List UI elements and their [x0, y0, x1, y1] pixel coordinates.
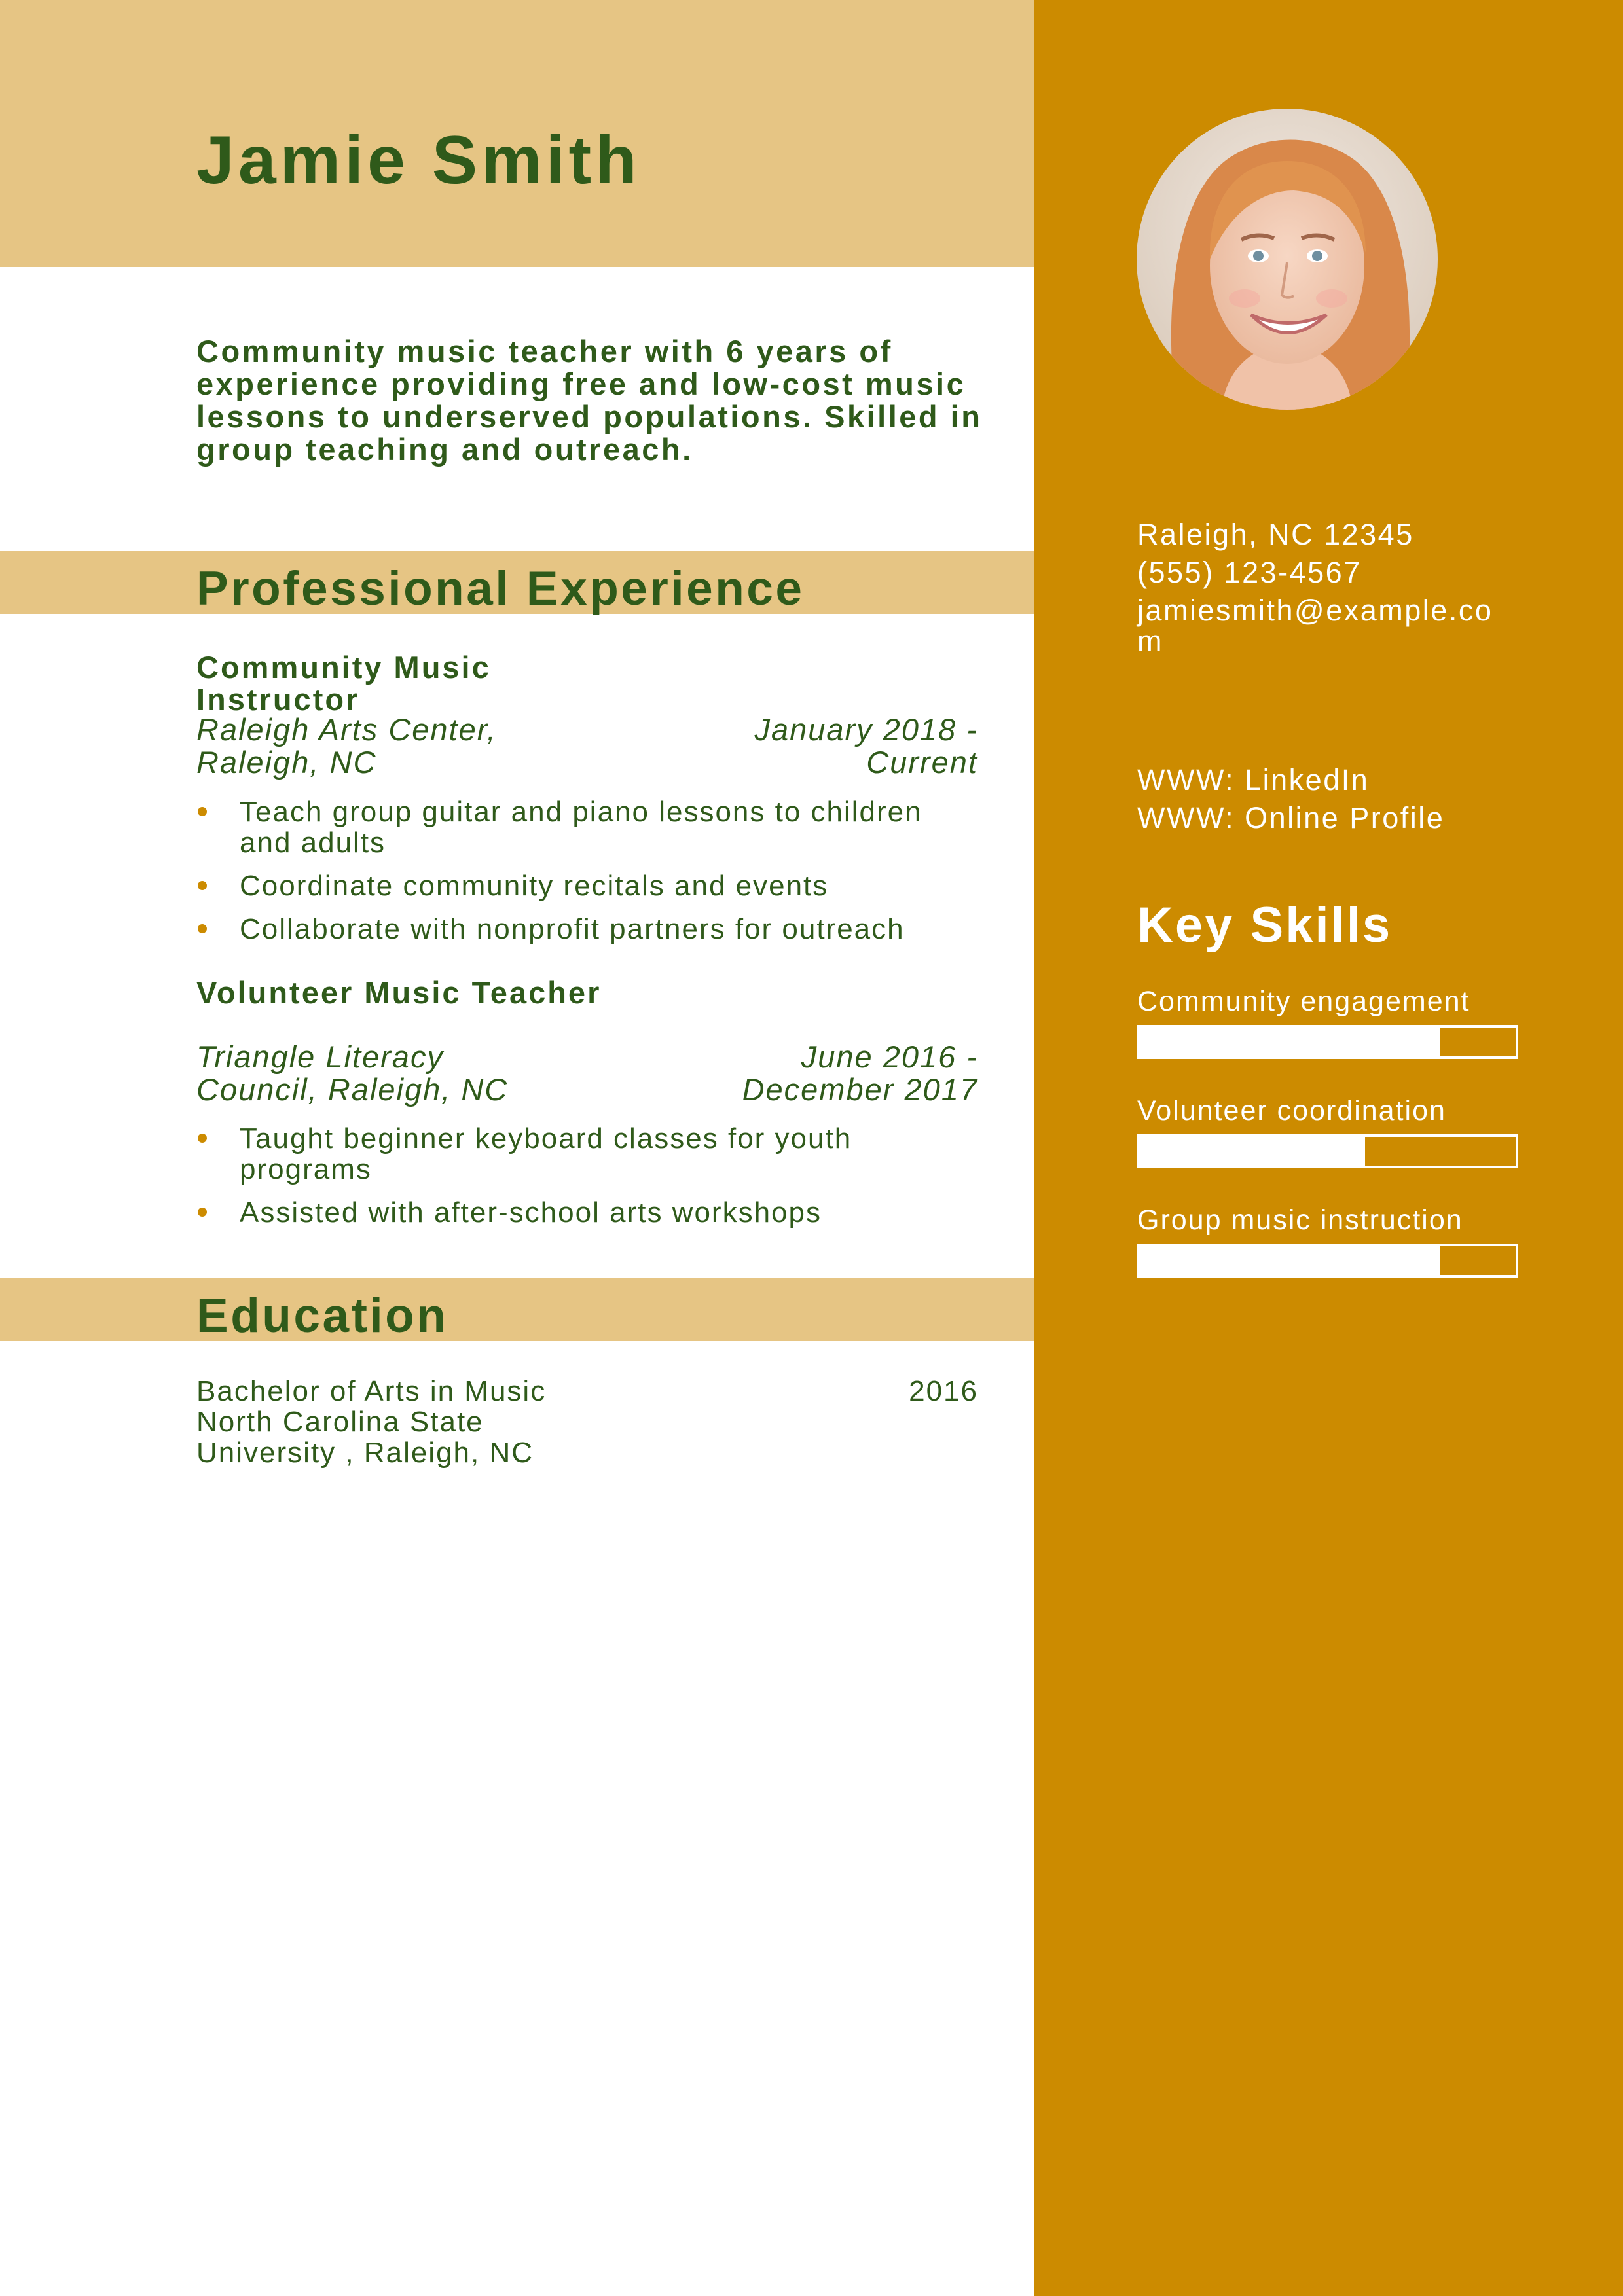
sidebar	[1034, 0, 1623, 2296]
job-dates: January 2018 - Current	[754, 712, 978, 780]
bullet-dot-icon	[198, 1134, 207, 1143]
skill-label: Volunteer coordination	[1137, 1095, 1446, 1126]
online-profile-link[interactable]: WWW: Online Profile	[1137, 801, 1445, 834]
skill-bar	[1137, 1134, 1518, 1168]
bullet-text: Coordinate community recitals and events	[240, 870, 829, 902]
bullet-dot-icon	[198, 1208, 207, 1217]
experience-heading: Professional Experience	[196, 562, 805, 615]
job-title: Volunteer Music Teacher	[196, 975, 602, 1010]
bullet-item	[196, 1197, 982, 1228]
linkedin-link[interactable]: WWW: LinkedIn	[1137, 763, 1370, 797]
skill-bar	[1137, 1244, 1518, 1278]
skill-bar-fill	[1140, 1028, 1440, 1056]
skill-bar-fill	[1140, 1137, 1365, 1166]
education-school: North Carolina State University , Raleigh, NC	[196, 1406, 534, 1469]
job-bullets	[196, 1123, 982, 1240]
job-dates: June 2016 - December 2017	[742, 1039, 978, 1107]
profile-photo-icon	[1137, 109, 1438, 410]
job-title: Community Music Instructor	[196, 650, 491, 717]
job-bullets	[196, 797, 982, 957]
skills-heading: Key Skills	[1137, 897, 1393, 953]
bullet-item	[196, 870, 982, 901]
bullet-item	[196, 1123, 982, 1185]
bullet-text: Taught beginner keyboard classes for youth programs	[240, 1122, 852, 1185]
job-company: Raleigh Arts Center, Raleigh, NC	[196, 712, 497, 780]
contact-address: Raleigh, NC 12345	[1137, 518, 1414, 551]
bullet-text: Assisted with after-school arts workshops	[240, 1196, 822, 1229]
bullet-dot-icon	[198, 807, 207, 816]
profile-photo	[1137, 109, 1438, 410]
education-year: 2016	[909, 1375, 978, 1407]
skill-bar	[1137, 1025, 1518, 1059]
education-degree: Bachelor of Arts in Music	[196, 1375, 547, 1407]
contact-phone: (555) 123-4567	[1137, 556, 1362, 589]
candidate-name: Jamie Smith	[196, 122, 641, 198]
skill-label: Group music instruction	[1137, 1204, 1463, 1236]
skill-label: Community engagement	[1137, 986, 1470, 1017]
job-company: Triangle Literacy Council, Raleigh, NC	[196, 1039, 509, 1107]
skill-bar-fill	[1140, 1246, 1440, 1275]
bullet-text: Teach group guitar and piano lessons to children and adults	[240, 796, 922, 859]
summary-text: Community music teacher with 6 years of experience providing free and low-cost music lessons to underserved populations. Skilled in group teaching and outreach.	[196, 334, 983, 467]
bullet-dot-icon	[198, 881, 207, 890]
bullet-item	[196, 914, 982, 944]
education-heading: Education	[196, 1289, 448, 1342]
bullet-text: Collaborate with nonprofit partners for outreach	[240, 913, 905, 945]
bullet-dot-icon	[198, 924, 207, 933]
contact-email[interactable]: jamiesmith@example.com	[1137, 594, 1493, 658]
bullet-item	[196, 797, 982, 858]
education-section-band	[0, 1278, 1034, 1341]
